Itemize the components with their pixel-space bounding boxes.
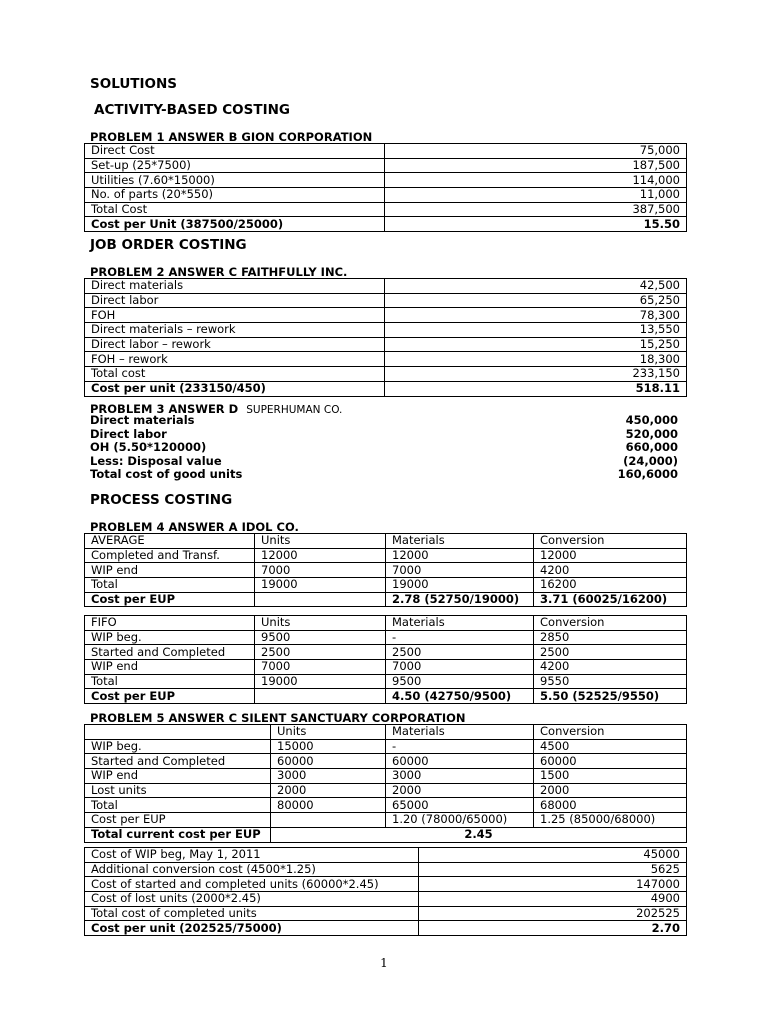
list-item — [90, 441, 678, 455]
cell: 7000 — [255, 660, 386, 675]
cell-value: 5625 — [419, 862, 687, 877]
cell: 2500 — [386, 645, 534, 660]
cell-value: 147000 — [419, 877, 687, 892]
table-row — [85, 674, 687, 689]
cell-label: Cost per unit (233150/450) — [85, 381, 385, 396]
table-row-total — [85, 592, 687, 607]
item-value: 450,000 — [625, 413, 678, 427]
table-row — [85, 548, 687, 563]
problem-1-header: PROBLEM 1 ANSWER B GION CORPORATION — [90, 130, 373, 144]
table-row — [85, 367, 687, 382]
table-row — [85, 202, 687, 217]
cell: 2000 — [386, 783, 534, 798]
cell-label: Direct materials — [85, 279, 385, 294]
table-row — [85, 739, 687, 754]
cell-value: 75,000 — [385, 144, 687, 159]
cell: 3000 — [271, 769, 386, 784]
cell: 12000 — [255, 548, 386, 563]
item-label: Total cost of good units — [90, 467, 243, 482]
table-row — [85, 906, 687, 921]
cell: 80000 — [271, 798, 386, 813]
cell: 2000 — [534, 783, 687, 798]
page-title: SOLUTIONS — [90, 76, 178, 92]
item-value: (24,000) — [623, 453, 678, 468]
table-row — [85, 660, 687, 675]
cell-label: Total cost of completed units — [85, 906, 419, 921]
cell: 9500 — [255, 630, 386, 645]
problem-5-header: PROBLEM 5 ANSWER C SILENT SANCTUARY CORPORATION — [90, 711, 466, 725]
cell: 5.50 (52525/9550) — [534, 689, 687, 704]
cell-value: 4900 — [419, 892, 687, 907]
cell-value: 13,550 — [385, 323, 687, 338]
cell: Started and Completed — [85, 645, 255, 660]
table-row-total — [85, 217, 687, 232]
cell-value: 2.70 — [419, 921, 687, 936]
cell-label: Utilities (7.60*15000) — [85, 173, 385, 188]
col-header: AVERAGE — [85, 534, 255, 549]
cell: 3.71 (60025/16200) — [534, 592, 687, 607]
section-heading-joc: JOB ORDER COSTING — [90, 237, 247, 253]
col-header: Units — [255, 534, 386, 549]
table-row — [85, 877, 687, 892]
cell: 4.50 (42750/9500) — [386, 689, 534, 704]
cell: 4200 — [534, 563, 687, 578]
cell: 12000 — [386, 548, 534, 563]
cell-value: 518.11 — [385, 381, 687, 396]
cell-label: FOH – rework — [85, 352, 385, 367]
cell: 9550 — [534, 674, 687, 689]
cell: Completed and Transf. — [85, 548, 255, 563]
cell: 4200 — [534, 660, 687, 675]
table-row — [85, 308, 687, 323]
table-header-row — [85, 725, 687, 740]
cell-value: 387,500 — [385, 202, 687, 217]
page-number: 1 — [380, 956, 388, 970]
table-row — [85, 813, 687, 828]
cell — [271, 813, 386, 828]
table-problem-5 — [84, 724, 687, 843]
table-row — [85, 188, 687, 203]
col-header: Units — [271, 725, 386, 740]
col-header: FIFO — [85, 616, 255, 631]
table-row — [85, 578, 687, 593]
cell: WIP end — [85, 769, 271, 784]
cell-label: Direct Cost — [85, 144, 385, 159]
table-row — [85, 173, 687, 188]
table-row — [85, 563, 687, 578]
table-average — [84, 533, 687, 607]
cell: 19000 — [255, 674, 386, 689]
cell: 68000 — [534, 798, 687, 813]
table-row — [85, 293, 687, 308]
cell-label: Cost per Unit (387500/25000) — [85, 217, 385, 232]
item-label: Less: Disposal value — [90, 453, 222, 468]
cell-value: 42,500 — [385, 279, 687, 294]
col-header: Materials — [386, 534, 534, 549]
cell: 1500 — [534, 769, 687, 784]
cell: 60000 — [386, 754, 534, 769]
cell-label: Direct labor – rework — [85, 337, 385, 352]
col-header: Conversion — [534, 725, 687, 740]
table-row — [85, 848, 687, 863]
cell-label: Total Cost — [85, 202, 385, 217]
problem-3-company: SUPERHUMAN CO. — [246, 404, 343, 416]
cell: WIP end — [85, 563, 255, 578]
cell-label: Cost of WIP beg, May 1, 2011 — [85, 848, 419, 863]
problem-2-header: PROBLEM 2 ANSWER C FAITHFULLY INC. — [90, 265, 348, 279]
cell: 65000 — [386, 798, 534, 813]
list-item — [90, 428, 678, 442]
cell: 16200 — [534, 578, 687, 593]
cell-label: Additional conversion cost (4500*1.25) — [85, 862, 419, 877]
col-header: Materials — [386, 616, 534, 631]
cell-label: Total cost — [85, 367, 385, 382]
table-row-total — [85, 689, 687, 704]
cell-label: FOH — [85, 308, 385, 323]
cell: Lost units — [85, 783, 271, 798]
table-row — [85, 645, 687, 660]
table-row — [85, 279, 687, 294]
table-row-total — [85, 921, 687, 936]
table-cost-summary — [84, 847, 687, 936]
col-header — [85, 725, 271, 740]
cell-label: No. of parts (20*550) — [85, 188, 385, 203]
cell: Cost per EUP — [85, 689, 255, 704]
cell: 7000 — [386, 660, 534, 675]
table-header-row — [85, 534, 687, 549]
table-fifo — [84, 615, 687, 704]
cell: Total — [85, 674, 255, 689]
cell: 4500 — [534, 739, 687, 754]
item-value: 160,6000 — [617, 467, 678, 482]
table-header-row — [85, 616, 687, 631]
cell-label: Cost of started and completed units (60000*2.45) — [85, 877, 419, 892]
cell: Cost per EUP — [85, 592, 255, 607]
table-row — [85, 630, 687, 645]
cell: 2500 — [534, 645, 687, 660]
cell: 15000 — [271, 739, 386, 754]
table-row — [85, 783, 687, 798]
cell: 7000 — [255, 563, 386, 578]
table-abc — [84, 143, 687, 232]
cell: 2850 — [534, 630, 687, 645]
cell-value: 15,250 — [385, 337, 687, 352]
cell: 2500 — [255, 645, 386, 660]
cell: Total — [85, 578, 255, 593]
table-row — [85, 862, 687, 877]
cell: 2.45 — [271, 827, 687, 842]
cell: 60000 — [271, 754, 386, 769]
cell-value: 45000 — [419, 848, 687, 863]
cell: 12000 — [534, 548, 687, 563]
table-row — [85, 892, 687, 907]
cell: 60000 — [534, 754, 687, 769]
cell-value: 114,000 — [385, 173, 687, 188]
item-value: 520,000 — [625, 426, 678, 441]
cell: Cost per EUP — [85, 813, 271, 828]
cell: 7000 — [386, 563, 534, 578]
list-item — [90, 414, 678, 428]
cell-value: 187,500 — [385, 158, 687, 173]
cell: WIP beg. — [85, 630, 255, 645]
cell: 1.20 (78000/65000) — [386, 813, 534, 828]
section-heading-pc: PROCESS COSTING — [90, 492, 233, 508]
cell: 19000 — [386, 578, 534, 593]
cell: Total current cost per EUP — [85, 827, 271, 842]
cell: WIP beg. — [85, 739, 271, 754]
table-row — [85, 769, 687, 784]
cell-value: 233,150 — [385, 367, 687, 382]
cell-value: 78,300 — [385, 308, 687, 323]
section-heading-abc: ACTIVITY-BASED COSTING — [94, 102, 290, 118]
cell: 2.78 (52750/19000) — [386, 592, 534, 607]
cell: 9500 — [386, 674, 534, 689]
cell-label: Direct materials – rework — [85, 323, 385, 338]
table-row — [85, 337, 687, 352]
table-row — [85, 754, 687, 769]
cell-label: Set-up (25*7500) — [85, 158, 385, 173]
table-row-total — [85, 827, 687, 842]
cell-label: Cost of lost units (2000*2.45) — [85, 892, 419, 907]
col-header: Units — [255, 616, 386, 631]
problem-4-header: PROBLEM 4 ANSWER A IDOL CO. — [90, 520, 299, 534]
table-row — [85, 352, 687, 367]
cell-value: 11,000 — [385, 188, 687, 203]
cell-value: 18,300 — [385, 352, 687, 367]
cell: 2000 — [271, 783, 386, 798]
cell-value: 202525 — [419, 906, 687, 921]
cell-value: 15.50 — [385, 217, 687, 232]
cell: - — [386, 630, 534, 645]
cell — [255, 689, 386, 704]
table-row-total — [85, 381, 687, 396]
cell: 1.25 (85000/68000) — [534, 813, 687, 828]
list-item — [90, 468, 678, 482]
table-joc — [84, 278, 687, 397]
table-row — [85, 798, 687, 813]
item-label: OH (5.50*120000) — [90, 440, 207, 455]
cell: - — [386, 739, 534, 754]
item-label: Direct labor — [90, 426, 167, 441]
problem-3-list — [90, 414, 678, 482]
cell — [255, 592, 386, 607]
cell: Started and Completed — [85, 754, 271, 769]
col-header: Materials — [386, 725, 534, 740]
item-label: Direct materials — [90, 413, 195, 427]
problem-3-answer: PROBLEM 3 ANSWER D — [90, 402, 239, 416]
table-row — [85, 323, 687, 338]
table-row — [85, 144, 687, 159]
col-header: Conversion — [534, 534, 687, 549]
cell: 19000 — [255, 578, 386, 593]
cell: Total — [85, 798, 271, 813]
list-item — [90, 455, 678, 469]
table-row — [85, 158, 687, 173]
cell: 3000 — [386, 769, 534, 784]
cell-label: Cost per unit (202525/75000) — [85, 921, 419, 936]
item-value: 660,000 — [625, 440, 678, 455]
cell-label: Direct labor — [85, 293, 385, 308]
col-header: Conversion — [534, 616, 687, 631]
cell-value: 65,250 — [385, 293, 687, 308]
cell: WIP end — [85, 660, 255, 675]
